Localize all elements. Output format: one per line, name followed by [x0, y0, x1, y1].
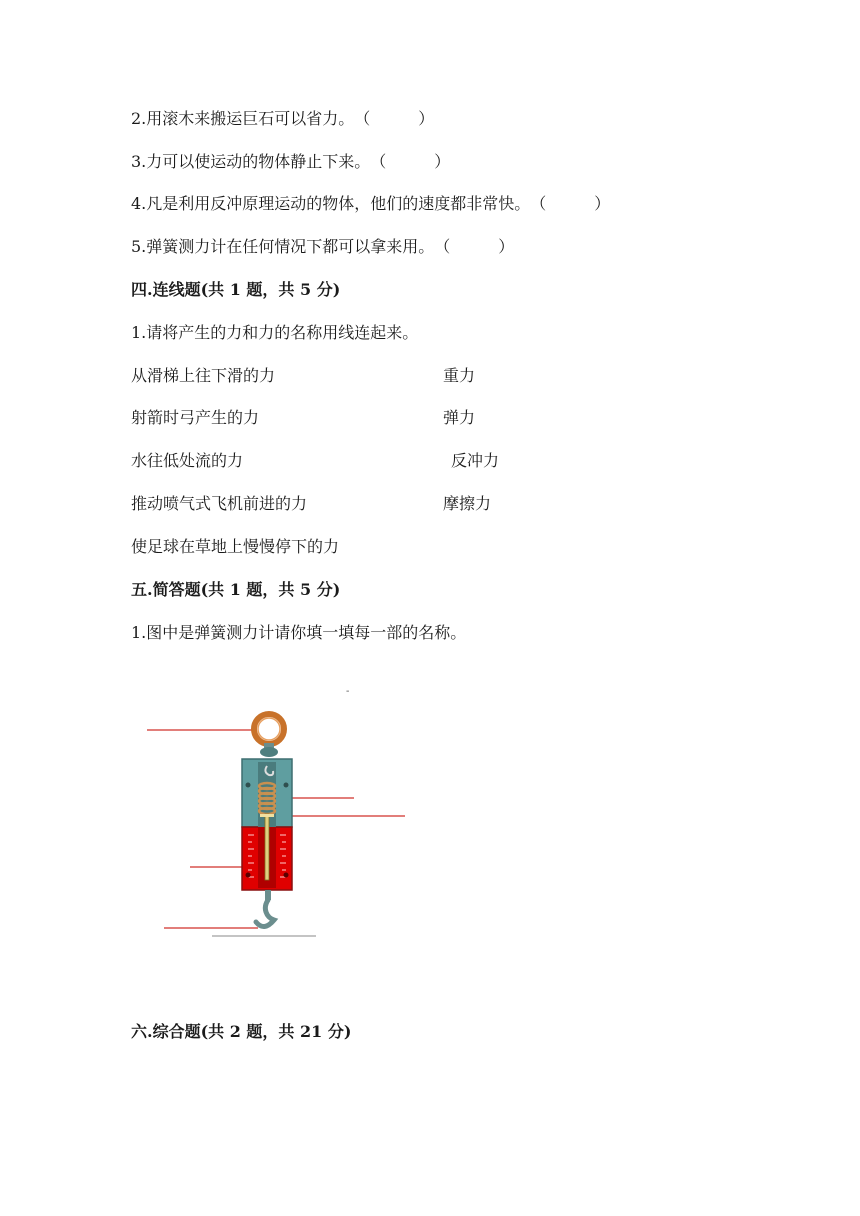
matching-left-item[interactable]: 从滑梯上往下滑的力 [131, 366, 276, 385]
answer-blank[interactable]: （ ） [354, 109, 435, 128]
judgment-item-4 [131, 191, 610, 214]
matching-left-item[interactable]: 使足球在草地上慢慢停下的力 [131, 537, 340, 556]
matching-right-item[interactable]: 重力 [443, 366, 476, 385]
matching-right-item[interactable]: 摩擦力 [443, 494, 492, 513]
judgment-item-5 [131, 234, 514, 257]
matching-right-item[interactable]: 反冲力 [451, 451, 500, 470]
judgment-item-2 [131, 106, 434, 129]
section-heading-comprehensive: 六.综合题(共 2 题，共 21 分) [131, 1022, 352, 1041]
judgment-item-text: 2.用滚木来搬运巨石可以省力。 [131, 109, 355, 128]
judgment-item-text: 5.弹簧测力计在任何情况下都可以拿来用。 [131, 237, 435, 256]
figure-mark: - [346, 686, 350, 697]
answer-blank[interactable]: （ ） [434, 237, 515, 256]
matching-left-item[interactable]: 射箭时弓产生的力 [131, 408, 260, 427]
section-heading-matching: 四.连线题(共 1 题，共 5 分) [131, 280, 341, 299]
pointer-rod [265, 814, 269, 880]
judgment-item-text: 3.力可以使运动的物体静止下来。 [131, 152, 371, 171]
judgment-item-3 [131, 149, 450, 172]
judgment-item-text: 4.凡是利用反冲原理运动的物体，他们的速度都非常快。 [131, 194, 531, 213]
matching-left-item[interactable]: 水往低处流的力 [131, 451, 244, 470]
short-answer-question: 1.图中是弹簧测力计请你填一填每一部的名称。 [131, 623, 467, 642]
section-heading-short-answer: 五.简答题(共 1 题，共 5 分) [131, 580, 341, 599]
answer-blank[interactable]: （ ） [370, 152, 451, 171]
matching-right-item[interactable]: 弹力 [443, 408, 476, 427]
matching-question: 1.请将产生的力和力的名称用线连起来。 [131, 323, 419, 342]
spring-scale-figure [140, 690, 420, 950]
hook-icon [256, 900, 274, 927]
matching-left-item[interactable]: 推动喷气式飞机前进的力 [131, 494, 308, 513]
answer-blank[interactable]: （ ） [530, 194, 611, 213]
spring-icon [259, 783, 275, 814]
